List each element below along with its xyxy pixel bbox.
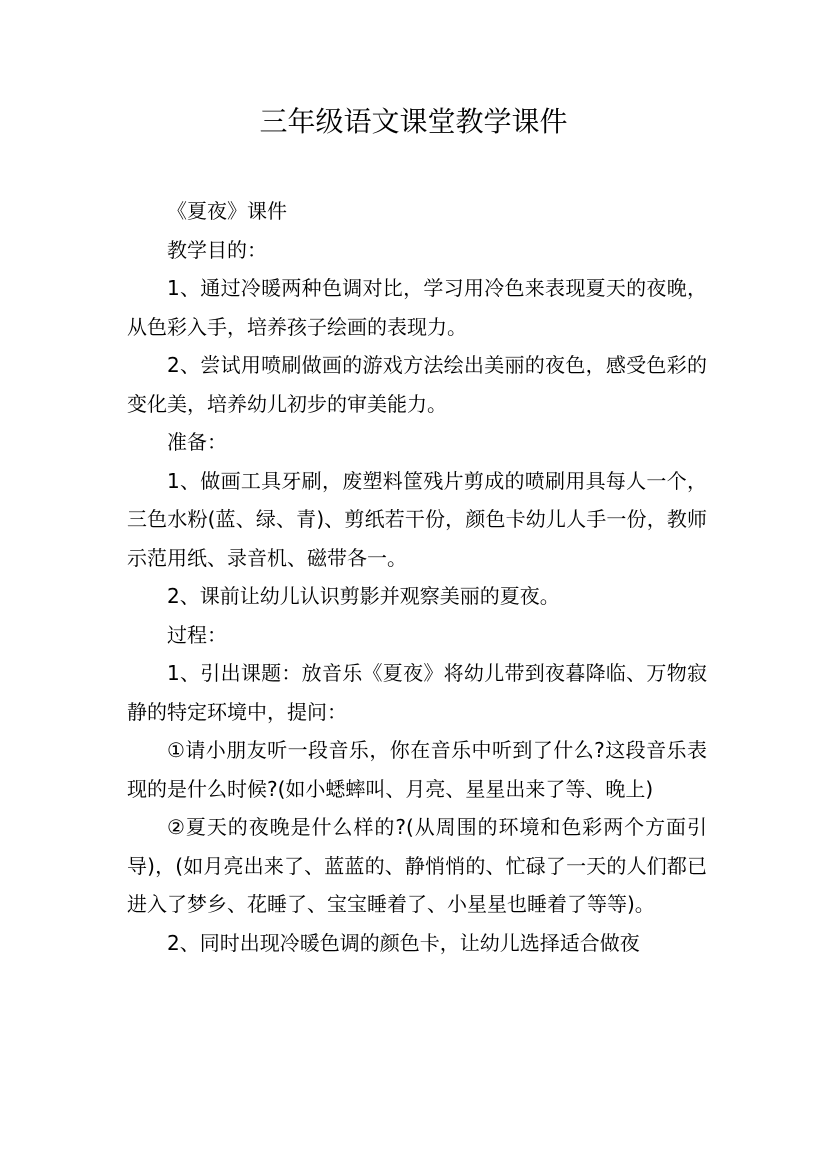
document-body: [127, 192, 707, 962]
paragraph-objective-1: 1、通过冷暖两种色调对比，学习用冷色来表现夏天的夜晚，从色彩入手，培养孩子绘画的表现力。: [127, 276, 707, 339]
paragraph-preparation-heading: 准备：: [167, 430, 227, 454]
paragraph-objective-2: 2、尝试用喷刷做画的游戏方法绘出美丽的夜色，感受色彩的变化美，培养幼儿初步的审美能力。: [127, 353, 707, 416]
document-title: 三年级语文课堂教学课件: [259, 105, 568, 138]
paragraph-preparation-1: 1、做画工具牙刷，废塑料筐残片剪成的喷刷用具每人一个，三色水粉(蓝、绿、青)、剪纸若干份，颜色卡幼儿人手一份，教师示范用纸、录音机、磁带各一。: [127, 468, 707, 570]
paragraph-question-2: ②夏天的夜晚是什么样的?(从周围的环境和色彩两个方面引导)，(如月亮出来了、蓝蓝的、静悄悄的、忙碌了一天的人们都已进入了梦乡、花睡了、宝宝睡着了、小星星也睡着了等等)。: [127, 815, 707, 916]
paragraph-lesson-name: 《夏夜》课件: [167, 199, 287, 223]
paragraph-objectives-heading: 教学目的：: [167, 237, 267, 262]
paragraph-question-1: ①请小朋友听一段音乐，你在音乐中听到了什么?这段音乐表现的是什么时候?(如小蟋蟀叫、月亮、星星出来了等、晚上): [127, 738, 707, 801]
paragraph-process-1: 1、引出课题：放音乐《夏夜》将幼儿带到夜暮降临、万物寂静的特定环境中，提问：: [127, 661, 707, 724]
paragraph-process-2: 2、同时出现冷暖色调的颜色卡，让幼儿选择适合做夜: [167, 930, 640, 955]
paragraph-preparation-2: 2、课前让幼儿认识剪影并观察美丽的夏夜。: [167, 584, 560, 608]
paragraph-process-heading: 过程：: [167, 622, 227, 647]
